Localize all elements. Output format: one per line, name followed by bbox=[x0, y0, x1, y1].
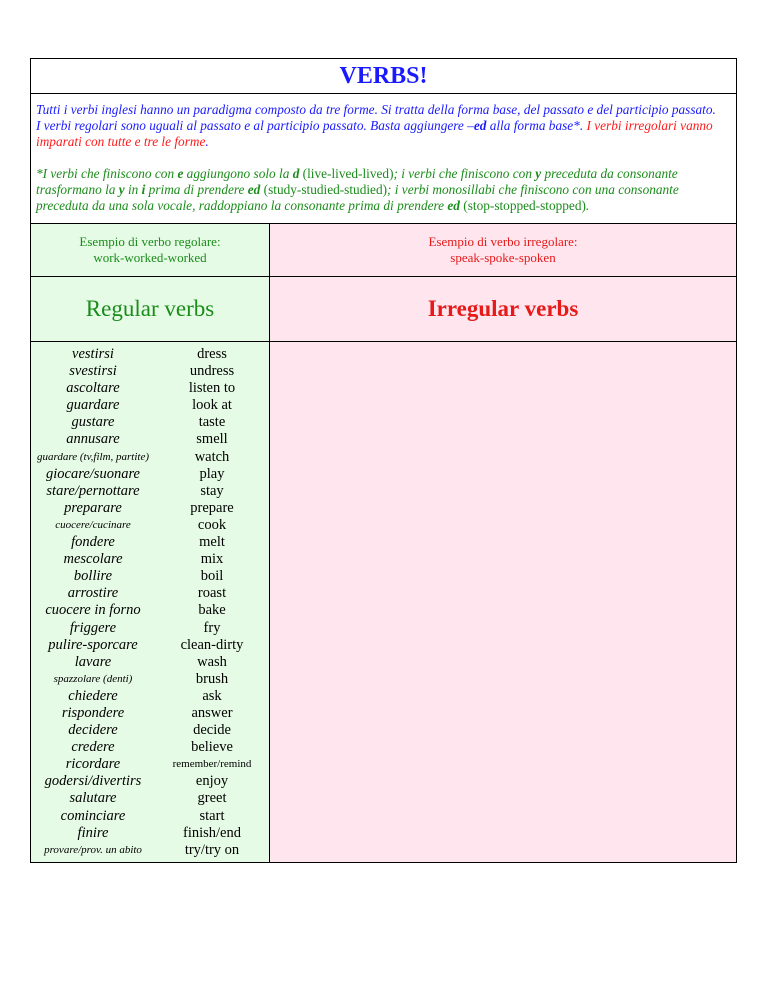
intro-text bbox=[31, 94, 736, 224]
base-form-cell bbox=[414, 534, 492, 551]
past-simple-cell bbox=[492, 722, 610, 739]
irregular-italian-cell bbox=[270, 688, 414, 705]
past-participle-cell bbox=[610, 637, 736, 654]
regular-italian-cell: decidere bbox=[68, 722, 118, 739]
irregular-italian-cell bbox=[270, 585, 414, 602]
irregular-italian-cell bbox=[270, 449, 414, 466]
irregular-italian-cell bbox=[270, 431, 414, 448]
base-form-cell bbox=[414, 773, 492, 790]
regular-italian-cell: ascoltare bbox=[66, 380, 120, 397]
regular-italian-cell: chiedere bbox=[68, 687, 118, 704]
past-participle-cell bbox=[610, 773, 736, 790]
intro-p2-ed: ed bbox=[473, 118, 487, 133]
regular-italian-cell: fondere bbox=[71, 534, 115, 551]
intro-p2-text-2: alla forma base*. bbox=[486, 118, 587, 133]
base-form-cell bbox=[414, 688, 492, 705]
past-participle-cell bbox=[610, 688, 736, 705]
examples-row bbox=[31, 224, 736, 277]
past-simple-cell bbox=[492, 363, 610, 380]
regular-italian-cell: pulire-sporcare bbox=[48, 636, 138, 653]
regular-english-cell: smell bbox=[196, 431, 228, 448]
base-form-cell bbox=[414, 585, 492, 602]
past-participle-cell bbox=[610, 414, 736, 431]
irregular-italian-cell bbox=[270, 414, 414, 431]
regular-english-cell: clean-dirty bbox=[180, 636, 244, 653]
past-simple-cell bbox=[492, 483, 610, 500]
past-participle-cell bbox=[610, 551, 736, 568]
regular-italian-cell: rispondere bbox=[61, 704, 125, 721]
regular-italian-cell: preparare bbox=[64, 499, 122, 516]
note-bold: ed bbox=[447, 198, 460, 213]
note-text: in bbox=[124, 182, 142, 197]
past-simple-cell bbox=[492, 790, 610, 807]
past-participle-cell bbox=[610, 380, 736, 397]
base-form-cell bbox=[414, 671, 492, 688]
regular-italian-cell: svestirsi bbox=[69, 363, 117, 380]
past-simple-cell bbox=[492, 705, 610, 722]
past-participle-cell bbox=[610, 534, 736, 551]
regular-english-cell: listen to bbox=[188, 380, 236, 397]
note-bold: i bbox=[141, 182, 146, 197]
regular-italian-cell: vestirsi bbox=[72, 346, 114, 362]
regular-italian-cell: finire bbox=[77, 824, 109, 841]
past-simple-cell bbox=[492, 534, 610, 551]
past-participle-cell bbox=[610, 466, 736, 483]
regular-english-cell: cook bbox=[197, 516, 227, 533]
base-form-column bbox=[414, 342, 492, 862]
base-form-cell bbox=[414, 363, 492, 380]
past-simple-cell bbox=[492, 756, 610, 773]
irregular-italian-cell bbox=[270, 551, 414, 568]
regular-english-cell: wash bbox=[197, 653, 227, 670]
regular-english-cell: boil bbox=[200, 568, 224, 585]
base-form-cell bbox=[414, 756, 492, 773]
regular-english-cell: melt bbox=[199, 534, 225, 551]
intro-p2-end: . bbox=[205, 134, 209, 149]
past-simple-cell bbox=[492, 397, 610, 414]
base-form-cell bbox=[414, 739, 492, 756]
past-participle-cell bbox=[610, 842, 736, 859]
regular-italian-cell: credere bbox=[71, 739, 115, 756]
past-simple-cell bbox=[492, 602, 610, 619]
regular-english-cell: roast bbox=[197, 585, 227, 602]
past-participle-cell bbox=[610, 431, 736, 448]
title-row bbox=[31, 59, 736, 94]
regular-italian-cell: giocare/suonare bbox=[46, 465, 140, 482]
past-participle-cell bbox=[610, 654, 736, 671]
regular-english-cell: ask bbox=[202, 687, 222, 704]
past-participle-cell bbox=[610, 620, 736, 637]
irregular-italian-cell bbox=[270, 602, 414, 619]
irregular-example-label: Esempio di verbo irregolare: bbox=[428, 234, 578, 249]
past-simple-cell bbox=[492, 414, 610, 431]
base-form-cell bbox=[414, 551, 492, 568]
regular-english-column bbox=[155, 342, 269, 862]
base-form-cell bbox=[414, 500, 492, 517]
note-bold: ed bbox=[247, 182, 261, 197]
regular-english-cell: play bbox=[199, 465, 225, 482]
base-form-cell bbox=[414, 825, 492, 842]
regular-english-cell: watch bbox=[194, 448, 230, 465]
base-form-cell bbox=[414, 346, 492, 363]
regular-italian-cell: annusare bbox=[66, 431, 120, 448]
note-bold: d bbox=[292, 166, 300, 181]
note-text: ; i verbi monosillabi che finiscono con una consonante preceduta da una sola vocale, raddoppiano la consonante prima di prendere bbox=[36, 182, 679, 213]
past-simple-cell bbox=[492, 825, 610, 842]
past-participle-cell bbox=[610, 568, 736, 585]
past-simple-cell bbox=[492, 380, 610, 397]
regular-english-cell: remember/remind bbox=[172, 758, 252, 771]
regular-english-cell: believe bbox=[191, 739, 233, 756]
note-text: . bbox=[585, 198, 590, 213]
regular-english-cell: decide bbox=[193, 722, 231, 739]
regular-italian-cell: godersi/divertirs bbox=[44, 773, 142, 790]
past-participle-cell bbox=[610, 808, 736, 825]
regular-english-cell: prepare bbox=[190, 499, 234, 516]
regular-english-cell: stay bbox=[200, 482, 224, 499]
past-simple-cell bbox=[492, 500, 610, 517]
base-form-cell bbox=[414, 637, 492, 654]
headings-row bbox=[31, 277, 736, 342]
regular-english-cell: undress bbox=[189, 363, 235, 380]
note-example: (study-studied-studied) bbox=[260, 182, 388, 197]
past-participle-column bbox=[610, 342, 736, 862]
past-simple-cell bbox=[492, 346, 610, 363]
regular-english-cell: try/try on bbox=[184, 841, 240, 858]
base-form-cell bbox=[414, 449, 492, 466]
regular-italian-cell: spazzolare (denti) bbox=[53, 672, 133, 685]
regular-english-cell: finish/end bbox=[183, 824, 241, 841]
irregular-italian-cell bbox=[270, 739, 414, 756]
regular-english-cell: start bbox=[199, 807, 225, 824]
base-form-cell bbox=[414, 380, 492, 397]
regular-example bbox=[31, 224, 270, 276]
note-bold: e bbox=[177, 166, 184, 181]
note-example: (stop-stopped-stopped) bbox=[459, 198, 586, 213]
past-simple-cell bbox=[492, 517, 610, 534]
past-participle-cell bbox=[610, 756, 736, 773]
regular-italian-cell: gustare bbox=[71, 414, 115, 431]
irregular-verbs-heading: Irregular verbs bbox=[270, 277, 736, 341]
base-form-cell bbox=[414, 397, 492, 414]
irregular-italian-cell bbox=[270, 380, 414, 397]
past-participle-cell bbox=[610, 397, 736, 414]
past-simple-cell bbox=[492, 431, 610, 448]
irregular-italian-cell bbox=[270, 756, 414, 773]
irregular-italian-cell bbox=[270, 620, 414, 637]
irregular-verbs-table bbox=[270, 342, 736, 862]
past-simple-cell bbox=[492, 842, 610, 859]
irregular-italian-cell bbox=[270, 825, 414, 842]
base-form-cell bbox=[414, 414, 492, 431]
base-form-cell bbox=[414, 654, 492, 671]
past-participle-cell bbox=[610, 825, 736, 842]
irregular-italian-cell bbox=[270, 517, 414, 534]
regular-italian-cell: cuocere in forno bbox=[45, 602, 141, 619]
intro-paragraph-2 bbox=[36, 118, 731, 150]
past-participle-cell bbox=[610, 483, 736, 500]
intro-note bbox=[36, 166, 731, 214]
past-participle-cell bbox=[610, 705, 736, 722]
regular-verbs-heading: Regular verbs bbox=[31, 277, 270, 341]
past-simple-cell bbox=[492, 654, 610, 671]
note-text: prima di prendere bbox=[145, 182, 248, 197]
irregular-italian-cell bbox=[270, 808, 414, 825]
regular-italian-cell: stare/pernottare bbox=[46, 482, 140, 499]
regular-verbs-table bbox=[31, 342, 270, 862]
irregular-italian-cell bbox=[270, 671, 414, 688]
page-title: VERBS! bbox=[339, 63, 428, 89]
past-simple-cell bbox=[492, 637, 610, 654]
past-simple-cell bbox=[492, 808, 610, 825]
irregular-italian-cell bbox=[270, 534, 414, 551]
base-form-cell bbox=[414, 568, 492, 585]
regular-english-cell: answer bbox=[191, 704, 233, 721]
base-form-cell bbox=[414, 620, 492, 637]
regular-english-cell: brush bbox=[195, 670, 229, 687]
regular-example-value: work-worked-worked bbox=[93, 250, 207, 265]
past-participle-cell bbox=[610, 585, 736, 602]
base-form-cell bbox=[414, 517, 492, 534]
base-form-cell bbox=[414, 790, 492, 807]
note-bold: y bbox=[535, 166, 542, 181]
note-bold: y bbox=[118, 182, 125, 197]
regular-italian-cell: guardare bbox=[66, 397, 120, 414]
regular-italian-cell: salutare bbox=[69, 790, 117, 807]
regular-italian-column bbox=[31, 342, 155, 862]
irregular-italian-cell bbox=[270, 397, 414, 414]
past-simple-cell bbox=[492, 449, 610, 466]
past-participle-cell bbox=[610, 363, 736, 380]
regular-italian-cell: arrostire bbox=[67, 585, 119, 602]
irregular-example bbox=[270, 224, 736, 276]
irregular-italian-cell bbox=[270, 500, 414, 517]
past-participle-cell bbox=[610, 449, 736, 466]
regular-italian-cell: guardare (tv,film, partite) bbox=[36, 450, 150, 463]
irregular-italian-cell bbox=[270, 568, 414, 585]
past-simple-cell bbox=[492, 620, 610, 637]
regular-english-cell: enjoy bbox=[195, 773, 229, 790]
regular-italian-cell: lavare bbox=[74, 653, 112, 670]
past-participle-cell bbox=[610, 346, 736, 363]
regular-italian-cell: provare/prov. un abito bbox=[44, 843, 142, 856]
regular-english-cell: taste bbox=[198, 414, 226, 431]
irregular-italian-column bbox=[270, 342, 414, 862]
regular-italian-cell: ricordare bbox=[65, 756, 121, 773]
regular-english-cell: fry bbox=[203, 619, 221, 636]
base-form-cell bbox=[414, 483, 492, 500]
base-form-cell bbox=[414, 842, 492, 859]
note-text: *I verbi che finiscono con bbox=[36, 166, 178, 181]
past-participle-cell bbox=[610, 517, 736, 534]
past-simple-cell bbox=[492, 671, 610, 688]
regular-english-cell: look at bbox=[192, 397, 232, 414]
past-simple-cell bbox=[492, 466, 610, 483]
irregular-italian-cell bbox=[270, 790, 414, 807]
irregular-italian-cell bbox=[270, 346, 414, 363]
regular-italian-cell: mescolare bbox=[63, 551, 123, 568]
past-simple-cell bbox=[492, 568, 610, 585]
past-participle-cell bbox=[610, 722, 736, 739]
regular-example-label: Esempio di verbo regolare: bbox=[79, 234, 221, 249]
past-participle-cell bbox=[610, 500, 736, 517]
past-simple-cell bbox=[492, 551, 610, 568]
base-form-cell bbox=[414, 705, 492, 722]
intro-p2-red: I verbi irregolari vanno imparati con tutte e tre le forme bbox=[36, 118, 713, 149]
irregular-italian-cell bbox=[270, 466, 414, 483]
past-participle-cell bbox=[610, 790, 736, 807]
regular-english-cell: bake bbox=[198, 602, 226, 619]
irregular-example-value: speak-spoke-spoken bbox=[450, 250, 556, 265]
regular-english-cell: greet bbox=[197, 790, 227, 807]
note-example: (live-lived-lived) bbox=[299, 166, 394, 181]
past-simple-cell bbox=[492, 585, 610, 602]
irregular-italian-cell bbox=[270, 637, 414, 654]
note-text: preceduta da consonante trasformano la bbox=[36, 166, 678, 197]
note-text: ; i verbi che finiscono con bbox=[393, 166, 536, 181]
irregular-italian-cell bbox=[270, 654, 414, 671]
irregular-italian-cell bbox=[270, 705, 414, 722]
verbs-sheet bbox=[30, 58, 737, 863]
regular-italian-cell: bollire bbox=[73, 568, 113, 585]
regular-english-cell: mix bbox=[200, 551, 224, 568]
irregular-italian-cell bbox=[270, 722, 414, 739]
irregular-italian-cell bbox=[270, 483, 414, 500]
base-form-cell bbox=[414, 466, 492, 483]
base-form-cell bbox=[414, 722, 492, 739]
past-simple-cell bbox=[492, 688, 610, 705]
irregular-italian-cell bbox=[270, 773, 414, 790]
irregular-italian-cell bbox=[270, 363, 414, 380]
base-form-cell bbox=[414, 602, 492, 619]
past-participle-cell bbox=[610, 671, 736, 688]
regular-italian-cell: cominciare bbox=[60, 807, 126, 824]
intro-p2-text: I verbi regolari sono uguali al passato e al participio passato. Basta aggiungere – bbox=[36, 118, 474, 133]
base-form-cell bbox=[414, 808, 492, 825]
verbs-table bbox=[31, 342, 736, 862]
regular-english-cell: dress bbox=[197, 346, 227, 362]
regular-italian-cell: friggere bbox=[69, 619, 117, 636]
intro-paragraph-1: Tutti i verbi inglesi hanno un paradigma composto da tre forme. Si tratta della forma base, del passato e del participio passato. bbox=[36, 102, 716, 117]
irregular-italian-cell bbox=[270, 842, 414, 859]
past-simple-cell bbox=[492, 773, 610, 790]
note-text: aggiungono solo la bbox=[183, 166, 293, 181]
base-form-cell bbox=[414, 431, 492, 448]
regular-italian-cell: cuocere/cucinare bbox=[55, 518, 131, 531]
past-simple-cell bbox=[492, 739, 610, 756]
past-participle-cell bbox=[610, 602, 736, 619]
past-participle-cell bbox=[610, 739, 736, 756]
past-simple-column bbox=[492, 342, 610, 862]
